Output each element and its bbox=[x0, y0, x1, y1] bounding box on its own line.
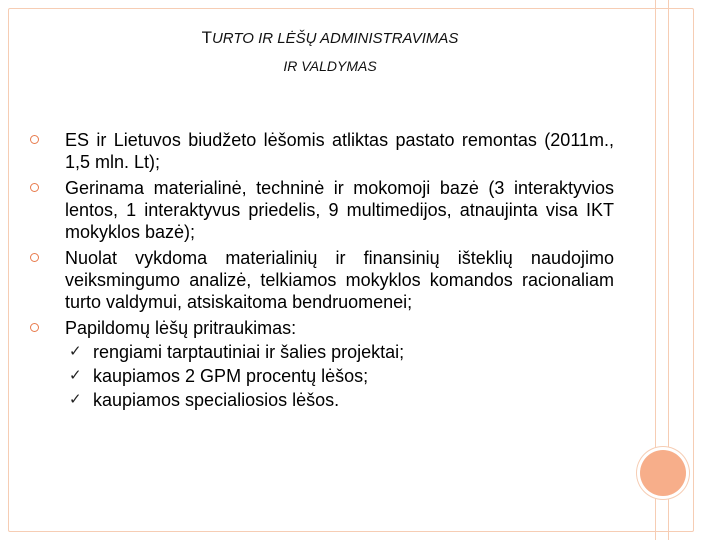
bullet-item bbox=[30, 177, 614, 243]
decorative-circle bbox=[640, 450, 686, 496]
sub-bullet-item bbox=[65, 365, 614, 387]
sub-bullet-text: kaupiamos specialiosios lėšos. bbox=[93, 390, 340, 410]
circle-bullet-icon bbox=[30, 183, 39, 192]
title-line1: URTO IR LĖŠŲ ADMINISTRAVIMAS bbox=[211, 30, 459, 47]
title-initial: T bbox=[201, 28, 212, 47]
circle-bullet-icon bbox=[30, 135, 39, 144]
title-line2: IR VALDYMAS bbox=[283, 58, 377, 74]
checkmark-icon: ✓ bbox=[69, 343, 82, 360]
circle-bullet-icon bbox=[30, 323, 39, 332]
checkmark-icon: ✓ bbox=[69, 367, 82, 384]
bullet-text: Papildomų lėšų pritraukimas: bbox=[65, 318, 297, 338]
sub-bullet-list bbox=[65, 341, 614, 411]
sub-bullet-text: kaupiamos 2 GPM procentų lėšos; bbox=[93, 366, 369, 386]
circle-bullet-icon bbox=[30, 253, 39, 262]
bullet-text: Nuolat vykdoma materialinių ir finansinių išteklių naudojimo veiksmingumo analizė, telkiamos mokyklos komandos racionaliam turto valdymui, atsiskaitoma bendruomenei; bbox=[65, 248, 614, 312]
slide-title bbox=[0, 28, 660, 74]
bullet-item bbox=[30, 317, 614, 411]
bullet-list bbox=[30, 129, 614, 415]
sub-bullet-item bbox=[65, 389, 614, 411]
sub-bullet-text: rengiami tarptautiniai ir šalies projektai; bbox=[93, 342, 405, 362]
checkmark-icon: ✓ bbox=[69, 391, 82, 408]
bullet-item bbox=[30, 129, 614, 173]
bullet-text: ES ir Lietuvos biudžeto lėšomis atliktas pastato remontas (2011m., 1,5 mln. Lt); bbox=[65, 130, 614, 172]
sub-bullet-item bbox=[65, 341, 614, 363]
bullet-item bbox=[30, 247, 614, 313]
bullet-text: Gerinama materialinė, techninė ir mokomoji bazė (3 interaktyvios lentos, 1 interaktyvus priedelis, 9 multimedijos, atnaujinta visa IKT mokyklos bazė); bbox=[65, 178, 614, 242]
